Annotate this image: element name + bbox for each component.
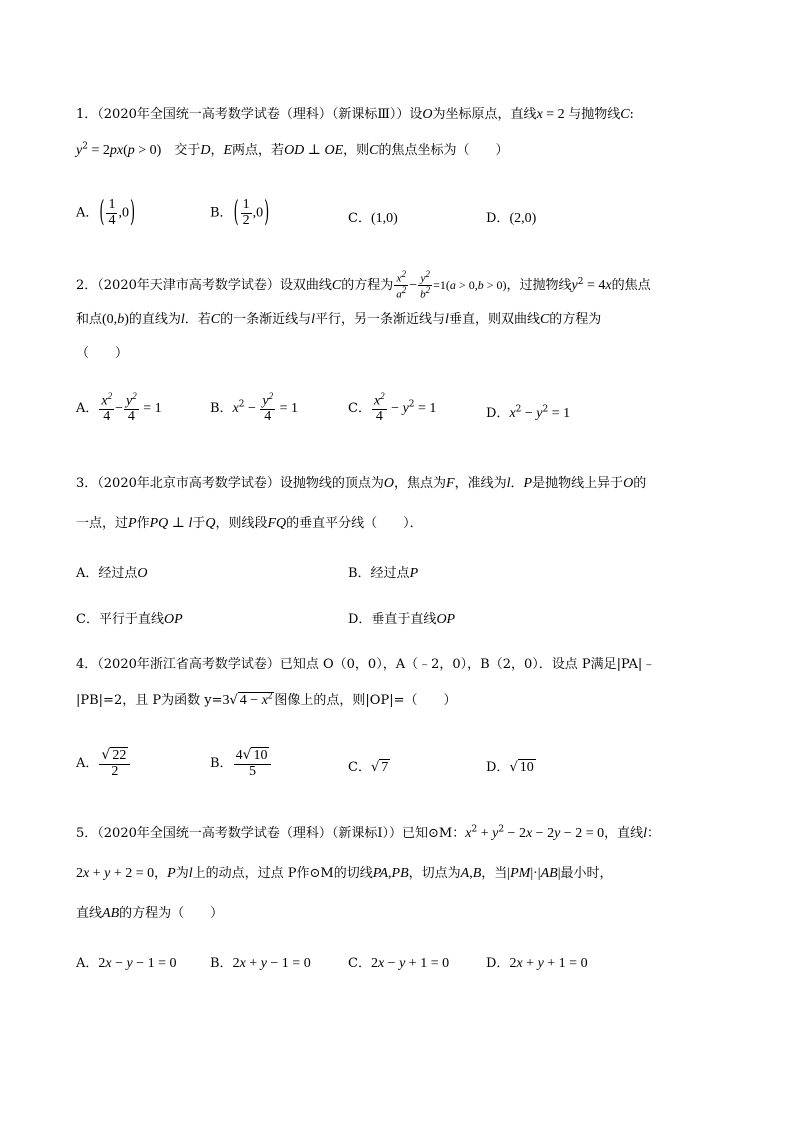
q1-line-1: 1．（2020年全国统一高考数学试卷（理科）（新课标Ⅲ））设O为坐标原点，直线x = 2 与抛物线C: — [76, 107, 634, 122]
q2-option-c: C． $\frac{x^2}{4}$ − $y^2 = 1$ — [348, 391, 437, 425]
q5-line-1: 5．（2020年全国统一高考数学试卷（理科）（新课标Ⅰ））已知⊙M：$x^2 + y^2 - 2x - 2y - 2 = 0$，直线l： — [76, 824, 661, 841]
q5-option-d: D．2x + y + 1 = 0 — [486, 956, 588, 971]
q2-number: 2． — [76, 278, 98, 294]
q1-option-b: B．( $\frac{1}{2}$ ,0) — [210, 196, 270, 230]
q2-source: （2020年天津市高考数学试卷） — [97, 278, 280, 294]
q5-source: （2020年全国统一高考数学试卷（理科）（新课标Ⅰ）） — [97, 826, 403, 841]
q3-line-2: 一点，过P作PQ ⊥ l于Q，则线段FQ的垂直平分线（ ）． — [76, 516, 423, 531]
q3-source: （2020年北京市高考数学试卷） — [97, 476, 280, 491]
q2-line-2: 和点(0,b)的直线为l．若C的一条渐近线与l平行，另一条渐近线与l垂直，则双曲线C的方程为 — [76, 312, 602, 327]
q3-option-a: A．经过点O — [76, 566, 148, 581]
q3-option-d: D．垂直于直线OP — [348, 612, 456, 627]
q2-line-3: （ ） — [76, 346, 129, 361]
q5-option-b: B．2x + y − 1 = 0 — [210, 956, 311, 971]
q4-line-1: 4．（2020年浙江省高考数学试卷）已知点 O（0，0），A（﹣2，0），B（2，0）．设点 P满足|PA|﹣ — [76, 657, 656, 672]
q5-option-c: C．2x − y + 1 = 0 — [348, 956, 450, 971]
q4-option-b: B． $\frac{4√ 10}{5}$ — [210, 748, 272, 779]
q2-option-b: B．$x^2$ − $\frac{y^2}{4}$ = 1 — [210, 391, 299, 425]
q3-option-b: B．经过点P — [348, 566, 419, 581]
q2-line-1: 2．（2020年天津市高考数学试卷）设双曲线C的方程为 $\frac{x^2}{a^2}$ − $\frac{y^2}{b^2}$ =1(a > 0,b > 0)，过抛物线$y^2 = 4x$的焦点 — [76, 269, 651, 301]
q4-option-d: D．√ 10 — [486, 760, 534, 775]
q3-line-1: 3．（2020年北京市高考数学试卷）设抛物线的顶点为O，焦点为F，准线为l．P是抛物线上异于O的 — [76, 476, 647, 491]
q1-number: 1． — [76, 107, 98, 122]
q4-option-c: C．√ 7 — [348, 760, 389, 775]
q4-number: 4． — [76, 657, 98, 672]
q5-option-a: A．2x − y − 1 = 0 — [76, 956, 177, 971]
q1-source: （2020年全国统一高考数学试卷（理科）（新课标Ⅲ）） — [97, 107, 410, 122]
q5-number: 5． — [76, 826, 98, 841]
q1-option-a: A．( $\frac{1}{4}$ ,0) — [76, 196, 136, 230]
q1-option-c: C．(1,0) — [348, 211, 398, 226]
q4-source: （2020年浙江省高考数学试卷） — [97, 657, 280, 672]
q4-option-a: A． $\frac{√ 22}{2}$ — [76, 748, 131, 779]
q1-option-d: D．(2,0) — [486, 211, 537, 226]
q2-option-a: A． $\frac{x^2}{4}$ − $\frac{y^2}{4}$ = 1 — [76, 391, 162, 425]
q3-number: 3． — [76, 476, 98, 491]
q1-line-2: $y^2 = 2px(p > 0)$ 交于D，E两点，若OD ⊥ OE，则C的焦点坐标为（ ） — [76, 141, 509, 158]
q5-line-2: 2x + y + 2 = 0，P为l上的动点，过点 P作⊙M的切线PA,PB，切点为A,B，当|PM|·|AB|最小时， — [76, 866, 613, 881]
q4-line-2: |PB|=2，且 P为函数 y=3√ $4 - x^2$ 图像上的点，则|OP|=（ ） — [76, 690, 457, 708]
q3-option-c: C．平行于直线OP — [76, 612, 183, 627]
q2-option-d: D．$x^2 - y^2 = 1$ — [486, 404, 571, 421]
q5-line-3: 直线AB的方程为（ ） — [76, 906, 224, 921]
